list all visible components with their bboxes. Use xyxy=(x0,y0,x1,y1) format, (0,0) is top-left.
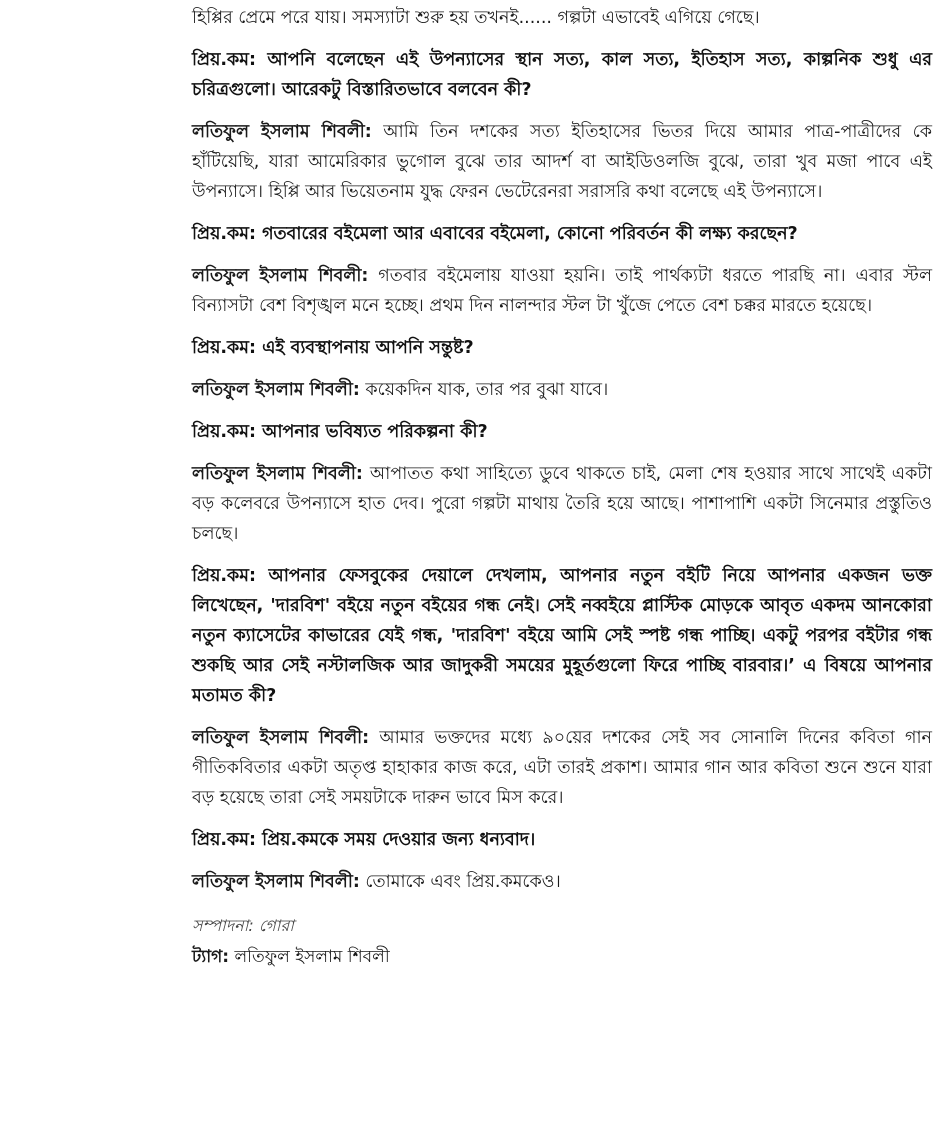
answerer-label: লতিফুল ইসলাম শিবলী: xyxy=(192,266,369,286)
answer-2 xyxy=(192,261,932,321)
answerer-label: লতিফুল ইসলাম শিবলী: xyxy=(192,380,360,400)
question-5 xyxy=(192,561,932,711)
answer-text: আমি তিন দশকের সত্য ইতিহাসের ভিতর দিয়ে আমার পাত্র-পাত্রীদের কে হাঁটিয়েছি, যারা আমেরিকার ভুগোল বুঝে তার আদর্শ বা আইডিওলজি বুঝে, তারা খুব মজা পাবে এই উপন্যাসে। হিপ্পি আর ভিয়েতনাম যুদ্ধ ফেরন ভেটেরেনরা সরাসরি কথা বলেছে এই উপন্যাসে। xyxy=(192,122,932,202)
answer-text: তোমাকে এবং প্রিয়.কমকেও। xyxy=(365,872,561,892)
question-2 xyxy=(192,219,932,249)
question-text: এই ব্যবস্থাপনায় আপনি সন্তুষ্ট? xyxy=(262,338,474,358)
tags-line xyxy=(192,945,932,969)
answer-text: গতবার বইমেলায় যাওয়া হয়নি। তাই পার্থক্যটা ধরতে পারছি না। এবার স্টল বিন্যাসটা বেশ বিশৃঙ্খল মনে হচ্ছে। প্রথম দিন নালন্দার স্টল টা খুঁজে পেতে বেশ চক্কর মারতে হয়েছে। xyxy=(192,266,932,316)
answer-text: কয়েকদিন যাক, তার পর বুঝা যাবে। xyxy=(365,380,609,400)
answer-5 xyxy=(192,723,932,813)
answer-4 xyxy=(192,459,932,549)
article-body xyxy=(192,0,932,969)
question-4 xyxy=(192,417,932,447)
answerer-label: লতিফুল ইসলাম শিবলী: xyxy=(192,728,370,748)
answer-text: আপাতত কথা সাহিত্যে ডুবে থাকতে চাই, মেলা শেষ হওয়ার সাথে সাথেই একটা বড় কলেবরে উপন্যাসে হাত দেব। পুরো গল্পটা মাথায় তৈরি হয়ে আছে। পাশাপাশি একটা সিনেমার প্রস্তুতিও চলছে। xyxy=(192,464,932,544)
editor-credit: সম্পাদনা: গোরা xyxy=(192,916,294,935)
intro-paragraph: হিপ্পির প্রেমে পরে যায়। সমস্যাটা শুরু হয় তখনই...... গল্পটা এভাবেই এগিয়ে গেছে। xyxy=(192,8,760,28)
tag-link[interactable]: লতিফুল ইসলাম শিবলী xyxy=(234,947,390,967)
interviewer-label: প্রিয়.কম: xyxy=(192,830,256,850)
answerer-label: লতিফুল ইসলাম শিবলী: xyxy=(192,122,372,142)
answerer-label: লতিফুল ইসলাম শিবলী: xyxy=(192,464,363,484)
interviewer-label: প্রিয়.কম: xyxy=(192,338,256,358)
question-text: আপনার ফেসবুকের দেয়ালে দেখলাম, আপনার নতুন বইটি নিয়ে আপনার একজন ভক্ত লিখেছেন, 'দারবিশ' বইয়ে নতুন বইয়ের গন্ধ নেই। সেই নব্বইয়ে প্লাস্টিক মোড়কে আবৃত একদম আনকোরা নতুন ক্যাসেটের কাভারের যেই গন্ধ, 'দারবিশ' বইয়ে আমি সেই স্পষ্ট গন্ধ পাচ্ছি। একটু পরপর বইটার গন্ধ শুকছি আর সেই নস্টালজিক আর জাদুকরী সময়ের মুহূর্তগুলো ফিরে পাচ্ছি বারবার।’ এ বিষয়ে আপনার মতামত কী? xyxy=(192,566,933,706)
answer-6 xyxy=(192,867,932,897)
answerer-label: লতিফুল ইসলাম শিবলী: xyxy=(192,872,360,892)
tags-label: ট্যাগ: xyxy=(192,947,230,967)
question-text: প্রিয়.কমকে সময় দেওয়ার জন্য ধন্যবাদ। xyxy=(262,830,536,850)
interviewer-label: প্রিয়.কম: xyxy=(192,224,256,244)
question-3 xyxy=(192,333,932,363)
question-text: আপনি বলেছেন এই উপন্যাসের স্থান সত্য, কাল সত্য, ইতিহাস সত্য, কাল্পনিক শুধু এর চরিত্রগুলো। আরেকটু বিস্তারিতভাবে বলবেন কী? xyxy=(192,50,933,100)
question-6 xyxy=(192,825,932,855)
interviewer-label: প্রিয়.কম: xyxy=(192,566,256,586)
answer-3 xyxy=(192,375,932,405)
interviewer-label: প্রিয়.কম: xyxy=(192,50,256,70)
answer-text: আমার ভক্তদের মধ্যে ৯০য়ের দশকের সেই সব সোনালি দিনের কবিতা গান গীতিকবিতার একটা অতৃপ্ত হাহাকার কাজ করে, এটা তারই প্রকাশ। আমার গান আর কবিতা শুনে শুনে যারা বড় হয়েছে তারা সেই সময়টাকে দারুন ভাবে মিস করে। xyxy=(192,728,932,808)
question-1 xyxy=(192,45,932,105)
question-text: আপনার ভবিষ্যত পরিকল্পনা কী? xyxy=(262,422,488,442)
interviewer-label: প্রিয়.কম: xyxy=(192,422,256,442)
answer-1 xyxy=(192,117,932,207)
question-text: গতবারের বইমেলা আর এবাবের বইমেলা, কোনো পরিবর্তন কী লক্ষ্য করছেন? xyxy=(262,224,798,244)
